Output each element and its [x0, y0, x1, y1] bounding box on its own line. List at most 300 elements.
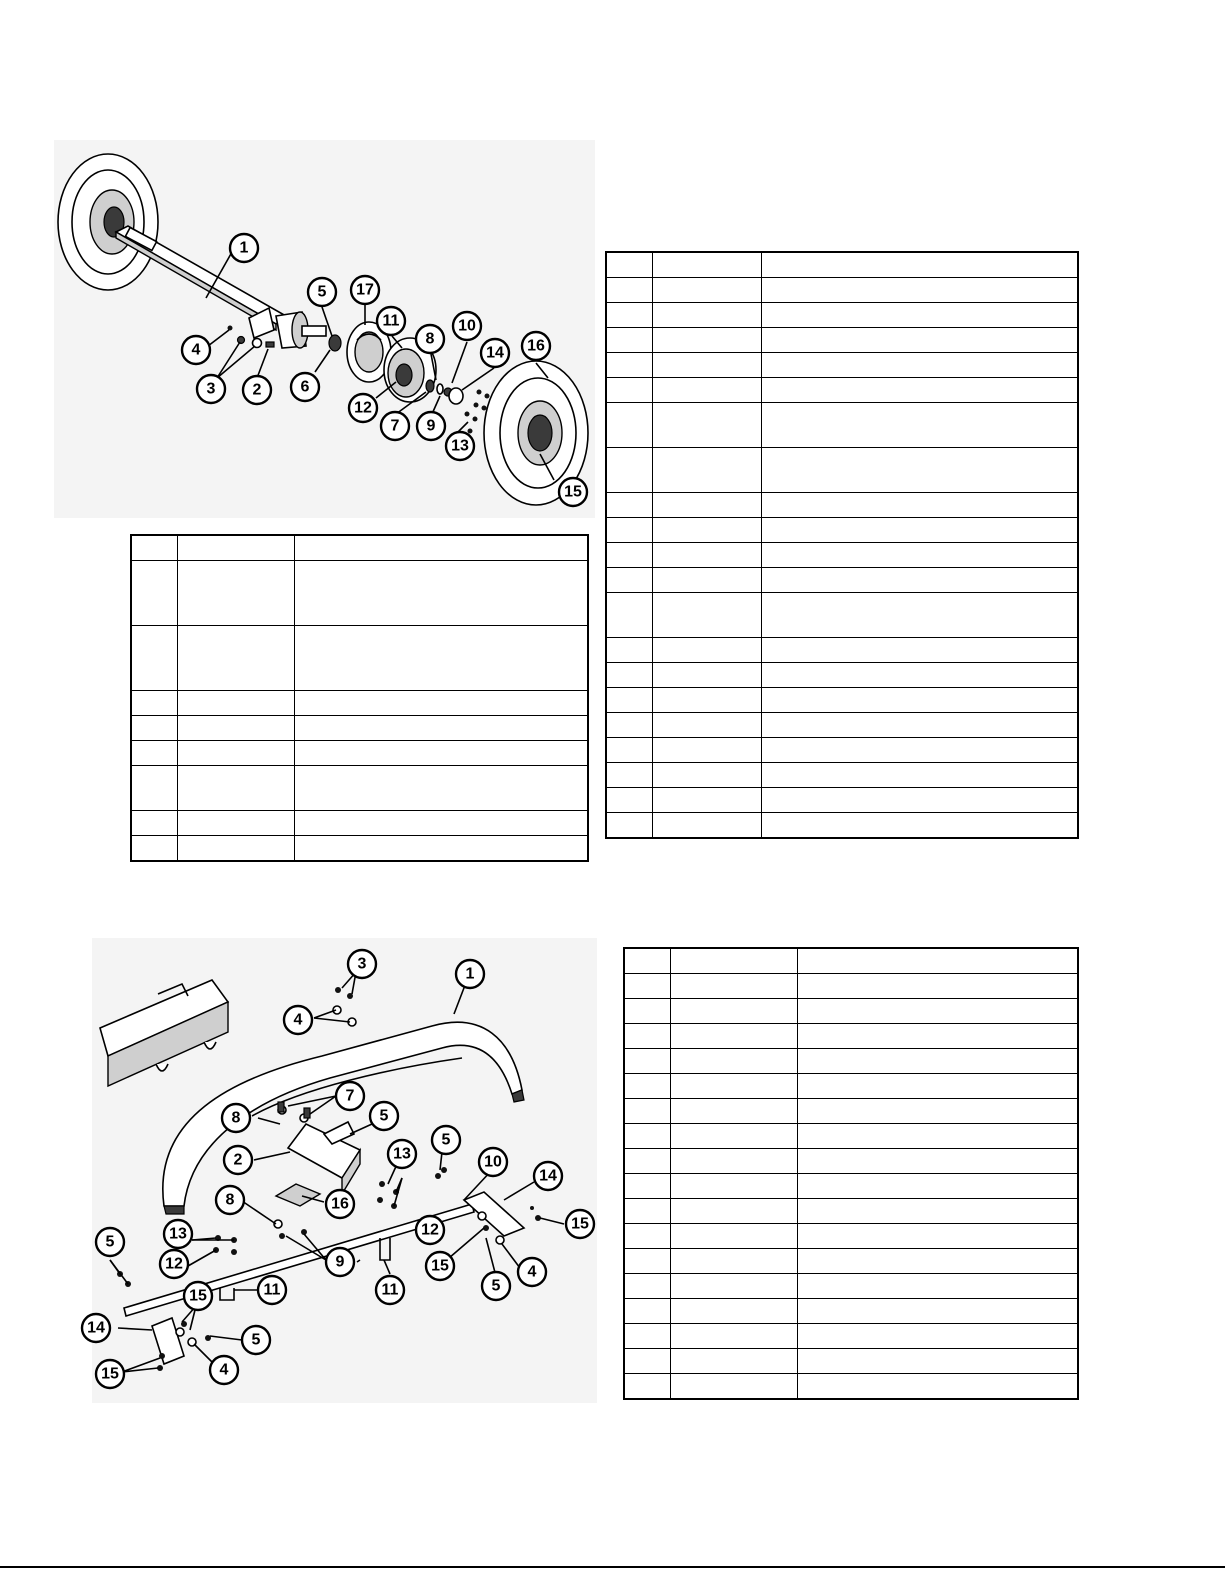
fender-table-cell [624, 948, 670, 974]
axle-right-table-row [606, 788, 1078, 813]
svg-text:1: 1 [465, 965, 475, 983]
fender-table-row [624, 1274, 1078, 1299]
axle-right-table-row [606, 813, 1078, 839]
axle-right-table-cell [606, 688, 652, 713]
fender-table-cell [797, 948, 1078, 974]
fender-table-cell [670, 1124, 797, 1149]
fender-table-cell [670, 948, 797, 974]
fender-table-cell [624, 1049, 670, 1074]
axle-left-table-cell [177, 811, 294, 836]
svg-text:14: 14 [539, 1167, 557, 1185]
svg-text:16: 16 [331, 1195, 349, 1213]
svg-text:12: 12 [421, 1221, 439, 1239]
axle-right-table-cell [606, 593, 652, 638]
spindle [276, 312, 326, 348]
svg-text:4: 4 [293, 1011, 303, 1029]
fender-callout-11-center [376, 1276, 404, 1304]
axle-right-table-cell [606, 663, 652, 688]
axle-right-table-cell [761, 788, 1078, 813]
fender-callout-11-left [258, 1276, 286, 1304]
fender-table-row [624, 1049, 1078, 1074]
angle-bracket [276, 1184, 320, 1206]
fender-parts-table [623, 947, 1079, 1400]
center-bracket [288, 1122, 360, 1194]
svg-text:8: 8 [231, 1109, 241, 1127]
axle-left-table-cell [131, 811, 177, 836]
axle-left-table-cell [177, 766, 294, 811]
callout-12 [349, 394, 377, 422]
axle-right-table-cell [652, 252, 761, 278]
axle-assembly-diagram [54, 140, 595, 518]
callout-5 [308, 278, 336, 306]
axle-left-table-cell [294, 836, 588, 862]
fender-table-row [624, 1199, 1078, 1224]
svg-text:13: 13 [393, 1145, 411, 1163]
svg-text:11: 11 [263, 1281, 281, 1299]
axle-right-table-cell [652, 593, 761, 638]
fender-callout-10 [479, 1148, 507, 1176]
fender-table-row [624, 1374, 1078, 1400]
fender-table-cell [797, 1299, 1078, 1324]
fender-table-cell [797, 1374, 1078, 1400]
svg-text:12: 12 [354, 399, 372, 417]
axle-right-table-cell [652, 543, 761, 568]
axle-left-rows [131, 535, 588, 861]
fender-table-cell [670, 1049, 797, 1074]
axle-right-table-cell [652, 378, 761, 403]
fender-table-row [624, 1324, 1078, 1349]
svg-text:11: 11 [381, 1281, 399, 1299]
axle-right-table-cell [652, 448, 761, 493]
axle-left-table-cell [131, 836, 177, 862]
svg-text:14: 14 [87, 1319, 105, 1337]
axle-left-table-cell [177, 561, 294, 626]
axle-left-table-cell [131, 626, 177, 691]
callout-2 [243, 376, 271, 404]
fender-table-cell [797, 999, 1078, 1024]
fender-table-cell [797, 1124, 1078, 1149]
callout-3 [197, 375, 225, 403]
washer [437, 384, 443, 394]
fender-table-cell [797, 1324, 1078, 1349]
axle-right-table-cell [606, 403, 652, 448]
fender-table-cell [797, 1224, 1078, 1249]
fender-table-cell [624, 1274, 670, 1299]
fender-callout-13-left [164, 1220, 192, 1248]
trailer-frame [100, 980, 228, 1086]
fender-table-cell [670, 1274, 797, 1299]
svg-text:10: 10 [458, 317, 476, 335]
axle-right-table-row [606, 303, 1078, 328]
callout-1 [230, 234, 258, 262]
callout-15 [559, 478, 587, 506]
fender-callout-15-left-top [184, 1282, 212, 1310]
axle-right-table-cell [761, 638, 1078, 663]
fender-callout-14-left [82, 1314, 110, 1342]
axle-right-table-cell [761, 518, 1078, 543]
fender-callout-4 [284, 1006, 312, 1034]
axle-left-table-cell [294, 811, 588, 836]
axle-right-table-row [606, 448, 1078, 493]
axle-left-table-cell [177, 716, 294, 741]
fender-table-cell [624, 1324, 670, 1349]
axle-right-table-cell [761, 328, 1078, 353]
axle-right-table-cell [606, 378, 652, 403]
axle-right-table-cell [652, 663, 761, 688]
axle-right-table-row [606, 353, 1078, 378]
axle-right-table-cell [652, 688, 761, 713]
callout-9 [417, 412, 445, 440]
axle-left-table-row [131, 741, 588, 766]
axle-left-table-cell [177, 741, 294, 766]
svg-text:5: 5 [491, 1277, 501, 1295]
axle-right-table-cell [761, 543, 1078, 568]
fender-callout-5-left [96, 1228, 124, 1256]
page-bottom-rule [0, 1566, 1225, 1568]
fender-table-cell [670, 974, 797, 999]
svg-text:14: 14 [486, 344, 504, 362]
fender-table-row [624, 1349, 1078, 1374]
fender-callout-2 [224, 1146, 252, 1174]
fender-table-row [624, 974, 1078, 999]
axle-right-table-cell [652, 278, 761, 303]
fender-table-cell [670, 1249, 797, 1274]
svg-text:10: 10 [484, 1153, 502, 1171]
fender-callout-15-left-bottom [96, 1360, 124, 1388]
svg-text:8: 8 [425, 330, 435, 348]
axle-right-table-cell [652, 568, 761, 593]
svg-text:5: 5 [105, 1233, 115, 1251]
axle-left-table-cell [131, 691, 177, 716]
fender-table-cell [624, 974, 670, 999]
callout-7 [381, 412, 409, 440]
svg-text:15: 15 [431, 1257, 449, 1275]
axle-right-table-row [606, 543, 1078, 568]
svg-text:15: 15 [564, 483, 582, 501]
svg-text:13: 13 [169, 1225, 187, 1243]
callout-4 [182, 336, 210, 364]
fender-table-row [624, 1174, 1078, 1199]
callout-17 [351, 276, 379, 304]
fender-table-row [624, 1124, 1078, 1149]
axle-right-table-row [606, 738, 1078, 763]
axle-exploded-view [54, 140, 595, 518]
axle-right-table-cell [606, 448, 652, 493]
axle-left-table-cell [131, 716, 177, 741]
axle-left-table-row [131, 626, 588, 691]
fender-table-cell [624, 1024, 670, 1049]
fender-table-cell [624, 999, 670, 1024]
axle-right-table-row [606, 568, 1078, 593]
fender-table-cell [624, 1199, 670, 1224]
svg-text:6: 6 [300, 378, 310, 396]
fender-table-row [624, 1249, 1078, 1274]
fender-callout-4-bottom [210, 1356, 238, 1384]
svg-text:1: 1 [239, 239, 249, 257]
axle-left-table-cell [294, 741, 588, 766]
axle-right-table-row [606, 688, 1078, 713]
svg-text:4: 4 [191, 341, 201, 359]
fender-table-cell [670, 1349, 797, 1374]
svg-text:8: 8 [225, 1191, 235, 1209]
axle-right-table-row [606, 328, 1078, 353]
axle-right-table-cell [761, 713, 1078, 738]
axle-right-table-row [606, 663, 1078, 688]
fender-table-cell [670, 1024, 797, 1049]
axle-right-table-row [606, 518, 1078, 543]
fender-callout-12-left [160, 1250, 188, 1278]
u-clip-center [380, 1238, 390, 1260]
fender-callout-13-mid [388, 1140, 416, 1168]
fender-assembly-diagram [87, 938, 597, 1403]
fender-table-cell [797, 1049, 1078, 1074]
fender-callout-9 [326, 1248, 354, 1276]
axle-right-table-cell [652, 638, 761, 663]
axle-right-table-cell [606, 303, 652, 328]
axle-right-table-cell [652, 493, 761, 518]
axle-left-table-cell [131, 766, 177, 811]
axle-right-table-cell [652, 403, 761, 448]
fender-table-cell [797, 1349, 1078, 1374]
axle-left-table-cell [294, 626, 588, 691]
axle-right-table-cell [606, 493, 652, 518]
fender-callout-12-mid [416, 1216, 444, 1244]
axle-left-table-cell [131, 535, 177, 561]
u-clip-left [220, 1288, 234, 1300]
axle-right-table-cell [652, 788, 761, 813]
fender-callout-16 [326, 1190, 354, 1218]
fender-table-cell [797, 1199, 1078, 1224]
fender-table-cell [624, 1299, 670, 1324]
axle-right-table-cell [652, 713, 761, 738]
fender-table-cell [670, 1299, 797, 1324]
axle-right-table-cell [652, 328, 761, 353]
axle-left-table-row [131, 535, 588, 561]
fender-callout-8-mid [216, 1186, 244, 1214]
axle-right-table-row [606, 713, 1078, 738]
svg-text:11: 11 [382, 312, 400, 330]
axle-parts-table-left [130, 534, 589, 862]
fender-table-cell [624, 1124, 670, 1149]
axle-right-table-cell [761, 568, 1078, 593]
fender-table-row [624, 1099, 1078, 1124]
fender-callout-5-top [370, 1102, 398, 1130]
axle-right-table-cell [652, 763, 761, 788]
axle-right-table-cell [761, 493, 1078, 518]
axle-left-table-cell [177, 691, 294, 716]
axle-right-table-cell [606, 518, 652, 543]
fender-table-cell [797, 1099, 1078, 1124]
fender-table-cell [670, 1199, 797, 1224]
fender-table-cell [797, 974, 1078, 999]
seal [329, 335, 341, 351]
fender-callout-1 [456, 960, 484, 988]
axle-right-table-cell [606, 638, 652, 663]
fender-callout-15-right [566, 1210, 594, 1238]
axle-left-table-row [131, 691, 588, 716]
axle-right-table-row [606, 763, 1078, 788]
left-mount-bracket [152, 1318, 184, 1364]
fender-table-row [624, 1074, 1078, 1099]
fender-callout-8-top [222, 1104, 250, 1132]
axle-right-table-cell [761, 763, 1078, 788]
axle-left-table-row [131, 716, 588, 741]
svg-text:17: 17 [356, 281, 374, 299]
axle-left-table-row [131, 811, 588, 836]
fender-exploded-view [87, 938, 597, 1403]
axle-right-table-cell [652, 353, 761, 378]
fender-table-row [624, 1024, 1078, 1049]
fender-table-cell [624, 1374, 670, 1400]
svg-text:7: 7 [345, 1087, 355, 1105]
axle-right-table-cell [652, 813, 761, 839]
axle-right-table-cell [606, 328, 652, 353]
axle-right-table-cell [761, 278, 1078, 303]
axle-right-table-cell [761, 448, 1078, 493]
callout-10 [453, 312, 481, 340]
svg-text:4: 4 [527, 1263, 537, 1281]
fender-table-cell [624, 1149, 670, 1174]
axle-right-table-row [606, 378, 1078, 403]
axle-right-table-cell [652, 518, 761, 543]
dust-cap [449, 388, 463, 404]
svg-text:5: 5 [317, 283, 327, 301]
fender-callout-7 [336, 1082, 364, 1110]
fender-rows [624, 948, 1078, 1399]
fender-table-cell [670, 1224, 797, 1249]
axle-right-table-cell [761, 303, 1078, 328]
fender-table-cell [624, 1224, 670, 1249]
axle-beam [116, 226, 286, 338]
axle-left-table-cell [294, 561, 588, 626]
fender-table-row [624, 1299, 1078, 1324]
callout-8 [416, 325, 444, 353]
fender-table-cell [624, 1174, 670, 1199]
svg-text:9: 9 [426, 417, 436, 435]
axle-left-table-cell [294, 766, 588, 811]
fender-table-row [624, 999, 1078, 1024]
axle-right-table-cell [761, 593, 1078, 638]
axle-left-table-row [131, 836, 588, 862]
axle-right-table-cell [761, 353, 1078, 378]
axle-right-table-cell [606, 713, 652, 738]
axle-right-table-cell [606, 763, 652, 788]
fender-table-cell [670, 1074, 797, 1099]
svg-text:15: 15 [189, 1287, 207, 1305]
axle-left-table-cell [131, 741, 177, 766]
callout-11 [377, 307, 405, 335]
svg-text:2: 2 [233, 1151, 243, 1169]
callout-14 [481, 339, 509, 367]
axle-right-table-cell [761, 813, 1078, 839]
fender-callout-4-right [518, 1258, 546, 1286]
svg-text:3: 3 [206, 380, 216, 398]
axle-right-table-cell [606, 543, 652, 568]
axle-right-table-cell [652, 738, 761, 763]
axle-parts-table-right [605, 251, 1079, 839]
callout-13 [446, 432, 474, 460]
axle-right-table-cell [761, 663, 1078, 688]
fender-table-cell [670, 999, 797, 1024]
fender-table-cell [624, 1249, 670, 1274]
axle-right-table-cell [652, 303, 761, 328]
left-tire [58, 154, 158, 290]
fender-table-cell [797, 1074, 1078, 1099]
svg-text:5: 5 [441, 1131, 451, 1149]
fender-callout-5-mid [432, 1126, 460, 1154]
fender-callout-5-right [482, 1272, 510, 1300]
svg-text:5: 5 [379, 1107, 389, 1125]
axle-right-table-row [606, 638, 1078, 663]
svg-text:2: 2 [252, 381, 262, 399]
axle-right-table-row [606, 252, 1078, 278]
axle-right-table-cell [606, 788, 652, 813]
fender-table-cell [670, 1374, 797, 1400]
fender-table-cell [670, 1174, 797, 1199]
svg-text:9: 9 [335, 1253, 345, 1271]
axle-right-table-cell [606, 568, 652, 593]
axle-right-table-cell [606, 813, 652, 839]
axle-left-table-cell [177, 626, 294, 691]
callout-6 [291, 373, 319, 401]
axle-right-table-cell [761, 403, 1078, 448]
fender-callout-5-bottom [242, 1326, 270, 1354]
axle-right-table-cell [761, 378, 1078, 403]
svg-text:5: 5 [251, 1331, 261, 1349]
axle-left-table-row [131, 766, 588, 811]
fender-table-cell [797, 1249, 1078, 1274]
axle-right-table-cell [761, 738, 1078, 763]
axle-right-table-row [606, 493, 1078, 518]
fender-table-cell [624, 1074, 670, 1099]
axle-left-table-row [131, 561, 588, 626]
axle-left-table-cell [294, 535, 588, 561]
svg-text:4: 4 [219, 1361, 229, 1379]
fender-callout-3 [348, 950, 376, 978]
fender-callout-14-right [534, 1162, 562, 1190]
fender-table-cell [670, 1149, 797, 1174]
svg-text:16: 16 [527, 337, 545, 355]
fender-table-cell [670, 1099, 797, 1124]
axle-right-table-row [606, 403, 1078, 448]
axle-right-table-cell [606, 252, 652, 278]
svg-text:7: 7 [390, 417, 400, 435]
svg-text:15: 15 [571, 1215, 589, 1233]
axle-right-table-cell [606, 738, 652, 763]
fender-table-row [624, 948, 1078, 974]
axle-right-rows [606, 252, 1078, 838]
axle-right-table-row [606, 593, 1078, 638]
outer-bearing [426, 380, 434, 392]
svg-text:12: 12 [165, 1255, 183, 1273]
fender-table-cell [797, 1149, 1078, 1174]
fender-table-cell [797, 1274, 1078, 1299]
axle-left-table-cell [294, 691, 588, 716]
axle-right-table-row [606, 278, 1078, 303]
axle-left-table-cell [177, 836, 294, 862]
fender-table-cell [797, 1174, 1078, 1199]
fender-table-cell [670, 1324, 797, 1349]
svg-text:13: 13 [451, 437, 469, 455]
svg-text:15: 15 [101, 1365, 119, 1383]
fender-table-cell [797, 1024, 1078, 1049]
axle-left-table-cell [294, 716, 588, 741]
axle-left-table-cell [177, 535, 294, 561]
fender-table-cell [624, 1099, 670, 1124]
axle-right-table-cell [761, 688, 1078, 713]
fender-table-row [624, 1224, 1078, 1249]
callout-16 [522, 332, 550, 360]
